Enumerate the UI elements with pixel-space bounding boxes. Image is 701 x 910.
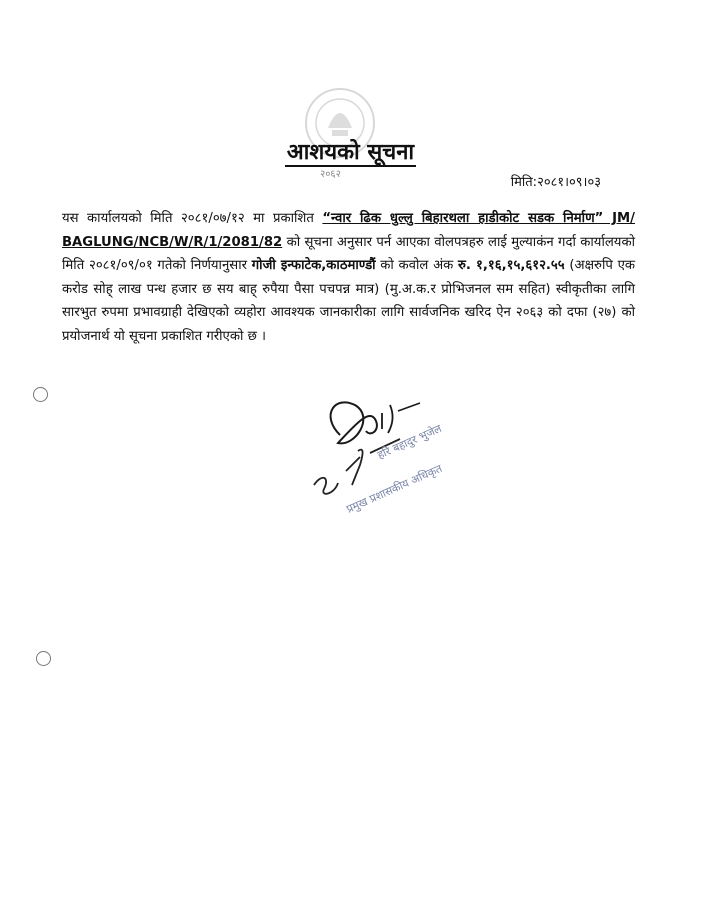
officer-designation: प्रमुख प्रशासकीय अधिकृत xyxy=(344,461,445,516)
body-text-4: (अक्षरुपि एक करोड सोह् लाख पन्ध हजार छ सय बाह् रुपैया पैसा पचपन्न मात्र) (मु.अ.क.र प्रोभिजनल सम सहित) स्वीकृतीका लागि सारभुत रुपमा प्रभावग्राही देखिएको व्यहोरा आवश्यक जानकारीका लागि सार्वजनिक खरिद ऐन २०६३ को दफा (२७) को प्रयोजनार्थ यो सूचना प्रकाशित गरीएको छ । xyxy=(62,258,635,344)
body-text-1: यस कार्यालयको मिति २०८१/०७/१२ मा प्रकाशित xyxy=(62,211,323,226)
bidder-name: गोजी इन्फाटेक,काठमाण्डौं xyxy=(251,258,376,273)
body-text-3: को कवोल अंक xyxy=(375,258,459,273)
notice-date: मिति:२०८१।०९।०३ xyxy=(510,175,601,190)
seal-year: २०६२ xyxy=(320,169,341,180)
punch-hole-top xyxy=(33,387,48,402)
bid-amount: रु. १,१६,१५,६१२.५५ xyxy=(458,258,565,273)
body-text-2: को सूचना अनुसार पर्न आएका वोलपत्रहरु लाई मुल्याकंन गर्दा कार्यालयको मिति २०८१/०९/०१ गतेको निर्णयानुसार xyxy=(62,234,635,273)
project-name: “न्वार ढिक धुल्लु बिहारथला हाडीकोट सडक निर्माण” JM/ BAGLUNG/NCB/W/R/1/2081/82 xyxy=(62,211,635,250)
notice-title xyxy=(0,136,701,166)
notice-body xyxy=(62,207,635,348)
notice-title-text: आशयको सूचना xyxy=(286,140,415,165)
punch-hole-bottom xyxy=(36,651,51,666)
officer-name: हरि बहादुर भुजेल xyxy=(375,421,444,462)
